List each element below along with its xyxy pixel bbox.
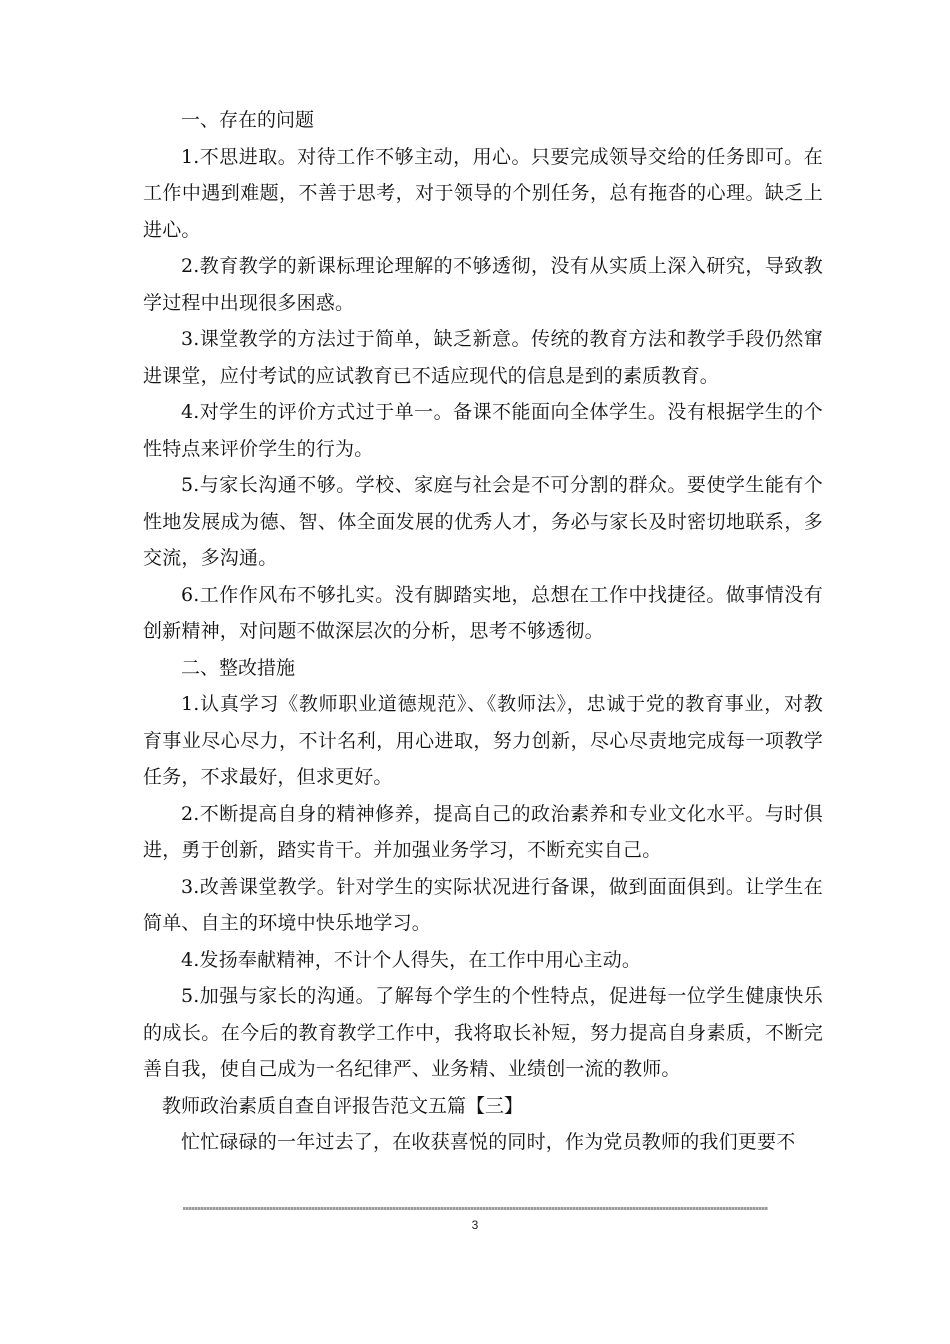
section-heading-measures: 二、整改措施 — [181, 656, 296, 679]
problem-item-5: 5.与家长沟通不够。学校、家庭与社会是不可分割的群众。要使学生能有个性地发展成为德、智、体全面发展的优秀人才，务必与家长及时密切地联系，多交流，多沟通。 — [143, 474, 823, 569]
measure-item-5: 5.加强与家长的沟通。了解每个学生的个性特点，促进每一位学生健康快乐的成长。在今后的教育教学工作中，我将取长补短，努力提高自身素质，不断完善自我，使自己成为一名纪律严、业务精、业绩创一流的教师。 — [143, 985, 823, 1080]
problem-item-4: 4.对学生的评价方式过于单一。备课不能面向全体学生。没有根据学生的个性特点来评价学生的行为。 — [143, 401, 823, 460]
next-article-first-line: 忙忙碌碌的一年过去了，在收获喜悦的同时，作为党员教师的我们更要不 — [181, 1131, 796, 1153]
footer-divider — [183, 1207, 768, 1210]
document-body — [143, 102, 823, 1161]
section-heading-problems: 一、存在的问题 — [181, 109, 315, 131]
measure-item-3: 3.改善课堂教学。针对学生的实际状况进行备课，做到面面俱到。让学生在简单、自主的环境中快乐地学习。 — [143, 875, 823, 934]
next-article-title: 教师政治素质自查自评报告范文五篇【三】 — [162, 1094, 524, 1117]
problem-item-3: 3.课堂教学的方法过于简单，缺乏新意。传统的教育方法和教学手段仍然窜进课堂，应付考试的应试教育已不适应现代的信息是到的素质教育。 — [143, 328, 823, 387]
problem-item-6: 6.工作作风布不够扎实。没有脚踏实地，总想在工作中找捷径。做事情没有创新精神，对问题不做深层次的分析，思考不够透彻。 — [143, 583, 823, 642]
measure-item-4: 4.发扬奉献精神，不计个人得失，在工作中用心主动。 — [181, 948, 642, 971]
measure-item-2: 2.不断提高自身的精神修养，提高自己的政治素养和专业文化水平。与时俱进，勇于创新，踏实肯干。并加强业务学习，不断充实自己。 — [143, 802, 823, 861]
problem-item-2: 2.教育教学的新课标理论理解的不够透彻，没有从实质上深入研究，导致教学过程中出现很多困惑。 — [143, 255, 823, 314]
problem-item-1: 1.不思进取。对待工作不够主动，用心。只要完成领导交给的任务即可。在工作中遇到难题，不善于思考，对于领导的个别任务，总有拖沓的心理。缺乏上进心。 — [143, 145, 823, 241]
measure-item-1: 1.认真学习《教师职业道德规范》、《教师法》，忠诚于党的教育事业，对教育事业尽心尽力，不计名利，用心进取，努力创新，尽心尽责地完成每一项教学任务，不求最好，但求更好。 — [143, 693, 823, 788]
page-number: 3 — [471, 1218, 479, 1232]
